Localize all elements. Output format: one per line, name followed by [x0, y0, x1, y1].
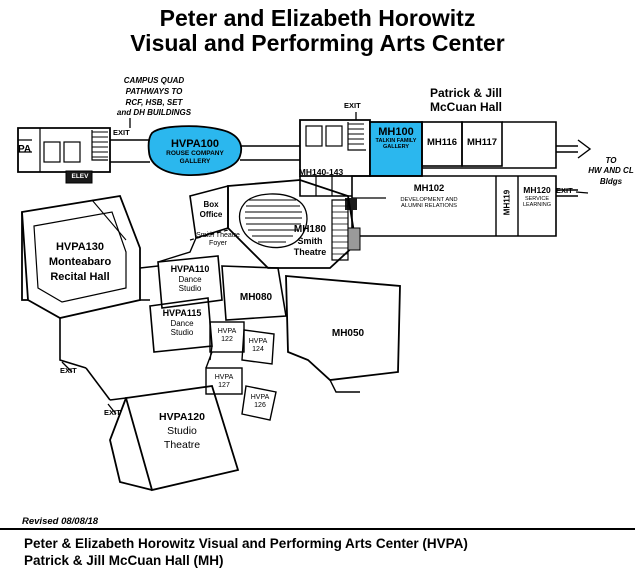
smith-foyer-sub1: Foyer	[209, 240, 227, 248]
smith-foyer-name: Smith Theatre	[196, 232, 240, 239]
mh180-sub2: Theatre	[293, 247, 327, 258]
elevator-label: ELEV	[71, 173, 89, 180]
hvpa120-sub1: Studio	[167, 425, 197, 438]
hvpa127-name: HVPA	[214, 374, 234, 381]
mh100-name: MH100	[378, 126, 414, 138]
mccuan-hall-heading	[396, 86, 536, 115]
footer-line-2: Patrick & Jill McCuan Hall (MH)	[24, 553, 224, 568]
hvpa124-sub1: 124	[252, 346, 264, 354]
campus-quad-line-4: and DH BUILDINGS	[116, 108, 192, 118]
hvpa110-name: HVPA110	[170, 264, 210, 274]
room-label-hvpa120	[140, 410, 224, 453]
hvpa100-sub2: GALLERY	[179, 157, 211, 165]
mh120-sub1: SERVICE	[524, 195, 550, 202]
room-label-hvpa115	[152, 308, 212, 338]
room-label-mh140-143: MH140-143	[298, 167, 344, 177]
hvpa124-name: HVPA	[248, 338, 268, 345]
hvpa115-sub2: Studio	[170, 328, 194, 338]
to-hw-line-3: Bldgs	[599, 176, 623, 186]
mccuan-hall-line-2: McCuan Hall	[429, 100, 502, 115]
footer-line-1: Peter & Elizabeth Horowitz Visual and Performing Arts Center (HVPA)	[24, 536, 468, 551]
hvpa110-sub1: Dance	[178, 274, 202, 284]
room-label-mh180	[282, 224, 338, 258]
mh102-sub2: ALUMNI RELATIONS	[401, 203, 457, 210]
exit-label-5: EXIT	[104, 408, 121, 417]
box-office-name: Box	[203, 200, 219, 209]
room-label-box-office	[192, 200, 230, 219]
hvpa120-name: HVPA120	[159, 411, 205, 423]
room-label-hvpa130	[24, 240, 136, 285]
mh100-sub2: GALLERY	[382, 144, 410, 151]
footer-caption	[0, 528, 635, 584]
campus-quad-note	[96, 76, 212, 119]
room-label-hvpa124	[242, 338, 274, 354]
exit-label-4: EXIT	[60, 366, 77, 375]
hvpa120-sub2: Theatre	[163, 439, 201, 452]
mh180-name: MH180	[293, 224, 327, 235]
room-label-mh117: MH117	[466, 137, 498, 148]
mccuan-hall-line-1: Patrick & Jill	[429, 86, 503, 100]
mh120-sub2: LEARNING	[522, 201, 552, 208]
room-label-hvpa100	[146, 138, 244, 165]
campus-quad-line-1: CAMPUS QUAD	[123, 76, 185, 85]
hvpa130-sub2: Recital Hall	[50, 270, 110, 283]
hvpa130-sub1: Monteabaro	[48, 255, 112, 268]
room-label-mh120	[518, 186, 556, 208]
box-office-sub1: Office	[199, 209, 223, 219]
room-label-mh050: MH050	[331, 328, 365, 339]
mh180-sub1: Smith	[297, 236, 323, 247]
title-line-1: Peter and Elizabeth Horowitz	[159, 5, 476, 31]
hvpa127-sub1: 127	[218, 382, 230, 390]
mh120-name: MH120	[523, 185, 551, 195]
room-label-hvpa122	[210, 328, 244, 344]
to-hw-cl-note	[588, 156, 634, 187]
exit-label-3: EXIT	[556, 186, 573, 195]
campus-quad-line-2: PATHWAYS TO	[125, 86, 183, 96]
hvpa122-sub1: 122	[221, 336, 233, 344]
room-label-mh119: MH119	[502, 189, 512, 216]
hvpa110-sub2: Studio	[178, 284, 202, 294]
hvpa126-name: HVPA	[250, 394, 270, 401]
hvpa100-sub1: ROUSE COMPANY	[166, 150, 224, 158]
exit-label-2: EXIT	[344, 101, 361, 110]
room-label-smith-foyer	[186, 232, 250, 249]
room-label-hvpa110	[160, 264, 220, 294]
exit-label-1: EXIT	[113, 128, 130, 137]
mh102-name: MH102	[413, 183, 445, 194]
room-label-pa: PA	[18, 144, 32, 155]
room-label-hvpa126	[244, 394, 276, 410]
room-label-mh116: MH116	[426, 137, 458, 148]
hvpa100-name: HVPA100	[170, 138, 220, 150]
title-line-2: Visual and Performing Arts Center	[130, 30, 505, 57]
revised-date: Revised 08/08/18	[22, 516, 99, 527]
to-hw-line-1: TO	[605, 156, 617, 165]
hvpa115-name: HVPA115	[162, 308, 202, 318]
mh102-sub1: DEVELOPMENT AND	[400, 196, 458, 203]
hvpa130-name: HVPA130	[55, 241, 105, 253]
hvpa115-sub1: Dance	[170, 318, 194, 328]
campus-quad-line-3: RCF, HSB, SET	[125, 97, 183, 107]
room-label-hvpa127	[206, 374, 242, 390]
to-hw-line-2: HW AND CL	[588, 166, 634, 176]
hvpa126-sub1: 126	[254, 402, 266, 410]
room-label-mh080: MH080	[239, 292, 273, 303]
hvpa122-name: HVPA	[217, 328, 237, 335]
mh100-sub1: TALKIN FAMILY	[375, 138, 417, 145]
room-label-mh100	[370, 126, 422, 151]
room-label-mh102	[366, 184, 492, 210]
